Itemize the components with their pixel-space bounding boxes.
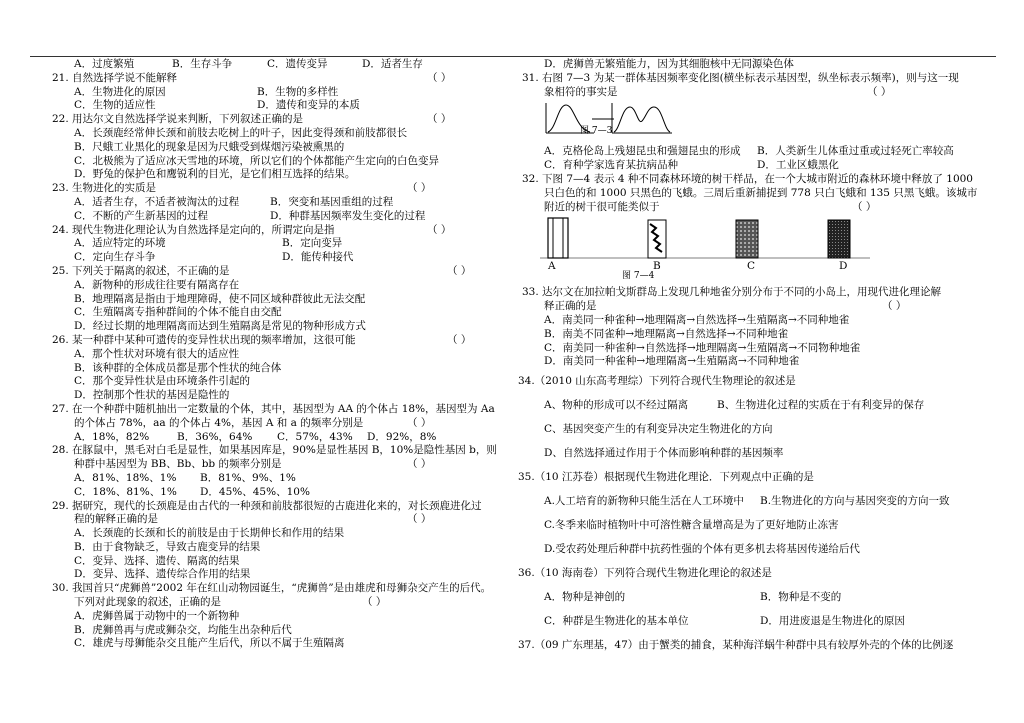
q30-option-d: D．虎狮兽无繁殖能力，因为其细胞核中无同源染色体	[544, 58, 794, 70]
option-b: B．生存斗争	[172, 58, 233, 70]
question-29	[52, 500, 514, 514]
option-c: C．北极熊为了适应冰天雪地的环境，所以它们的个体都能产生定向的白色变异	[74, 154, 440, 167]
question-stem-cont: 象相符的事实是	[544, 85, 618, 98]
question-stem: 37.（09 广东理基，47）由于蟹类的捕食，某种海洋蜗牛种群中具有较厚外壳的个体的比例逐	[518, 639, 954, 652]
option-a: A．长颈鹿的长颈和长的前肢是由于长期伸长和作用的结果	[74, 527, 345, 540]
option-d: D．适者生存	[362, 58, 423, 70]
answer-paren: （ ）	[427, 223, 452, 236]
option-c: C．雄虎与母狮能杂交且能产生后代，所以不属于生殖隔离	[74, 637, 345, 650]
option-a: A．南美同一种雀种→地理隔离→自然选择→生殖隔离→不同种地雀	[544, 313, 850, 326]
option-b: B．该种群的全体成员都是那个性状的纯合体	[74, 361, 282, 374]
question-stem-cont: 程的解释正确的是	[74, 513, 158, 526]
question-stem: 24. 现代生物进化理论认为自然选择是定向的，所谓定向是指	[52, 223, 335, 236]
option-a: A、物种的形成可以不经过隔离	[544, 399, 689, 412]
question-stem: 28. 在豚鼠中，黑毛对白毛是显性，如果基因库是，90%是显性基因 B，10%是隐性基因 b，则	[52, 444, 497, 457]
question-31	[522, 72, 972, 86]
question-25	[52, 265, 514, 279]
option-d: D．45%、45%、10%	[200, 485, 310, 498]
question-37	[518, 633, 972, 657]
option-a: A．18%，82%	[74, 430, 150, 443]
option-c: C.冬季来临时植物叶中可溶性糖含量增高是为了更好地防止冻害	[544, 519, 839, 532]
question-stem: 26. 某一种群中某种可遗传的变异性状出现的频率增加，这很可能	[52, 333, 356, 346]
question-27	[52, 403, 514, 417]
question-stem: 32. 下图 7—4 表示 4 种不同森林环境的树干样品，在一个大城市附近的森林环境中释放了 1000	[522, 172, 973, 185]
answer-paren: （ ）	[407, 182, 432, 195]
question-26	[52, 334, 514, 348]
option-a: A．适者生存，不适者被淘汰的过程	[74, 195, 240, 208]
option-d: D．控制那个性状的基因是隐性的	[74, 389, 230, 402]
option-c: C．变异、选择、遗传、隔离的结果	[74, 554, 240, 567]
question-stem: 34.（2010 山东高考理综）下列符合现代生物理论的叙述是	[518, 375, 796, 388]
question-stem: 35.（10 江苏卷）根据现代生物进化理论．下列观点中正确的是	[518, 471, 814, 484]
option-b: B．南美不同雀种→地理隔离→自然选择→不同种地雀	[544, 327, 789, 340]
option-d: D．遗传和变异的本质	[257, 99, 360, 112]
option-d: D．野兔的保护色和鹰锐利的目光，是它们相互选择的结果。	[74, 168, 356, 181]
answer-paren: （ ）	[362, 596, 387, 609]
right-column	[518, 58, 978, 657]
left-column	[52, 58, 514, 651]
question-stem: 33. 达尔文在加拉帕戈斯群岛上发现几种地雀分别分布于不同的小岛上，用现代进化理论解	[522, 286, 942, 299]
option-a: A．那个性状对环境有很大的适应性	[74, 347, 240, 360]
figure-7-3	[522, 99, 972, 145]
option-c: C．那个变异性状是由环境条件引起的	[74, 375, 251, 388]
option-d: D．工业区蛾黑化	[757, 159, 839, 172]
q20-options	[52, 58, 514, 72]
option-b: B．突变和基因重组的过程	[270, 195, 394, 208]
option-d: D．92%，8%	[367, 430, 437, 443]
option-a: A．过度繁殖	[74, 58, 135, 70]
option-a: A．物种是神创的	[544, 591, 626, 604]
option-c: C．定向生存斗争	[74, 251, 156, 264]
option-c: C．生殖隔离专指种群间的个体不能自由交配	[74, 306, 282, 319]
answer-paren: （ ）	[427, 113, 452, 126]
answer-paren: （ ）	[447, 333, 472, 346]
question-23	[52, 182, 514, 196]
option-d: D．变异、选择、遗传综合作用的结果	[74, 568, 251, 581]
option-d: D．用进废退是生物进化的原因	[760, 615, 905, 628]
question-stem: 31. 右图 7—3 为某一群体基因频率变化图(横坐标表示基因型，纵坐标表示频率)，则与这一现	[522, 71, 959, 84]
option-b: B、生物进化过程的实质在于有利变异的保存	[717, 399, 925, 412]
option-a: A.人工培育的新物种只能生活在人工环境中	[544, 495, 744, 508]
option-b: B．81%、9%、1%	[200, 471, 296, 484]
option-d: D、自然选择通过作用于个体而影响种群的基因频率	[544, 447, 784, 460]
option-a: A．81%、18%、1%	[74, 471, 177, 484]
question-35	[518, 465, 972, 489]
option-b: B．人类新生儿体重过重或过轻死亡率较高	[757, 145, 954, 158]
figure-caption: 图 7—3	[580, 126, 613, 137]
question-stem-cont: 种群中基因型为 BB、Bb、bb 的频率分别是	[74, 458, 282, 471]
option-c: C．18%、81%、1%	[74, 485, 177, 498]
sample-c-label: C	[747, 260, 756, 273]
header-rule	[30, 56, 996, 57]
option-a: A．长颈鹿经常伸长颈和前肢去吃树上的叶子，因此变得颈和前肢都很长	[74, 126, 408, 139]
answer-paren: （ ）	[407, 458, 432, 471]
option-d: D．南美同一种雀种→地理隔离→生殖隔离→不同种地雀	[544, 355, 800, 368]
answer-paren: （ ）	[447, 264, 472, 277]
option-c: C．生物的适应性	[74, 99, 156, 112]
option-c: C．育种学家选育某抗病品种	[544, 159, 679, 172]
question-28	[52, 444, 514, 458]
option-a: A．生物进化的原因	[74, 85, 166, 98]
question-stem-cont: 附近的树干很可能类似于	[544, 200, 660, 213]
option-c: C．种群是生物进化的基本单位	[544, 615, 689, 628]
option-b: B．定向变异	[282, 237, 343, 250]
option-b: B．地理隔离是指由于地理障碍，使不同区域种群彼此无法交配	[74, 292, 366, 305]
option-a: A．虎狮兽属于动物中的一个新物种	[74, 609, 240, 622]
option-b: B．由于食物缺乏，导致古鹿变异的结果	[74, 540, 261, 553]
figure-7-4	[522, 214, 972, 274]
answer-paren: （ ）	[852, 200, 877, 213]
option-b: B.生物进化的方向与基因突变的方向一致	[760, 495, 950, 508]
option-c: C．南美同一种雀种→自然选择→地理隔离→生殖隔离→不同物种地雀	[544, 341, 861, 354]
figure-caption: 图 7—4	[622, 271, 655, 282]
frequency-curves-figure	[542, 99, 702, 145]
option-c: C．不断的产生新基因的过程	[74, 209, 209, 222]
option-a: A．克格伦岛上残翅昆虫和强翅昆虫的形成	[544, 145, 741, 158]
question-stem-cont: 的个体占 78%，aa 的个体占 4%，基因 A 和 a 的频率分别是	[74, 416, 364, 429]
question-33	[522, 286, 972, 300]
sample-a-label: A	[548, 260, 556, 273]
question-36	[518, 561, 972, 585]
answer-paren: （ ）	[427, 71, 452, 84]
question-stem: 27. 在一个种群中随机抽出一定数量的个体，其中，基因型为 AA 的个体占 18%，基因型为 Aa	[52, 402, 495, 415]
question-24	[52, 224, 514, 238]
question-stem-cont: 只白色的和 1000 只黑色的飞蛾。三周后重新捕捉到 778 只白飞蛾和 135 只黑飞蛾。该城市	[544, 186, 978, 199]
answer-paren: （ ）	[882, 300, 907, 313]
answer-paren: （ ）	[407, 416, 432, 429]
option-d: D．能传种接代	[282, 251, 354, 264]
question-32	[522, 173, 972, 187]
option-b: B．36%，64%	[177, 430, 253, 443]
question-stem: 22. 用达尔文自然选择学说来判断，下列叙述正确的是	[52, 113, 304, 126]
question-stem: 30. 我国首只“虎狮兽”2002 年在红山动物园诞生，“虎狮兽”是由雄虎和母狮杂交产生的后代。	[52, 582, 492, 595]
question-stem: 21. 自然选择学说不能解释	[52, 71, 178, 84]
question-30	[52, 582, 514, 596]
question-stem: 36.（10 海南卷）下列符合现代生物进化理论的叙述是	[518, 567, 772, 580]
option-c: C．遗传变异	[267, 58, 328, 70]
question-34	[518, 369, 972, 393]
option-d: D．种群基因频率发生变化的过程	[270, 209, 426, 222]
option-b: B．虎狮兽再与虎或狮杂交，均能生出杂种后代	[74, 623, 292, 636]
option-a: A．新物种的形成往往要有隔离存在	[74, 278, 240, 291]
sample-b-label: B	[653, 260, 661, 273]
option-b: B．尺蛾工业黑化的现象是因为尺蛾受到煤烟污染被熏黑的	[74, 140, 345, 153]
question-stem: 29. 据研究，现代的长颈鹿是由古代的一种颈和前肢都很短的古鹿进化来的，对长颈鹿进化过	[52, 499, 482, 512]
option-c: C、基因突变产生的有利变异决定生物进化的方向	[544, 423, 773, 436]
question-stem-cont: 释正确的是	[544, 300, 597, 313]
question-stem: 25. 下列关于隔离的叙述，不正确的是	[52, 264, 230, 277]
answer-paren: （ ）	[867, 85, 892, 98]
question-stem-cont: 下列对此现象的叙述，正确的是	[74, 596, 221, 609]
question-22	[52, 113, 514, 127]
sample-d-label: D	[839, 260, 848, 273]
option-a: A．适应特定的环境	[74, 237, 166, 250]
question-stem: 23. 生物进化的实质是	[52, 182, 157, 195]
option-b: B．生物的多样性	[257, 85, 339, 98]
option-b: B．物种是不变的	[760, 591, 842, 604]
option-d: D．经过长期的地理隔离而达到生殖隔离是常见的物种形成方式	[74, 320, 366, 333]
question-21	[52, 72, 514, 86]
option-c: C．57%，43%	[277, 430, 353, 443]
option-d: D.受农药处理后种群中抗药性强的个体有更多机去将基因传递给后代	[544, 543, 860, 556]
answer-paren: （ ）	[407, 513, 432, 526]
